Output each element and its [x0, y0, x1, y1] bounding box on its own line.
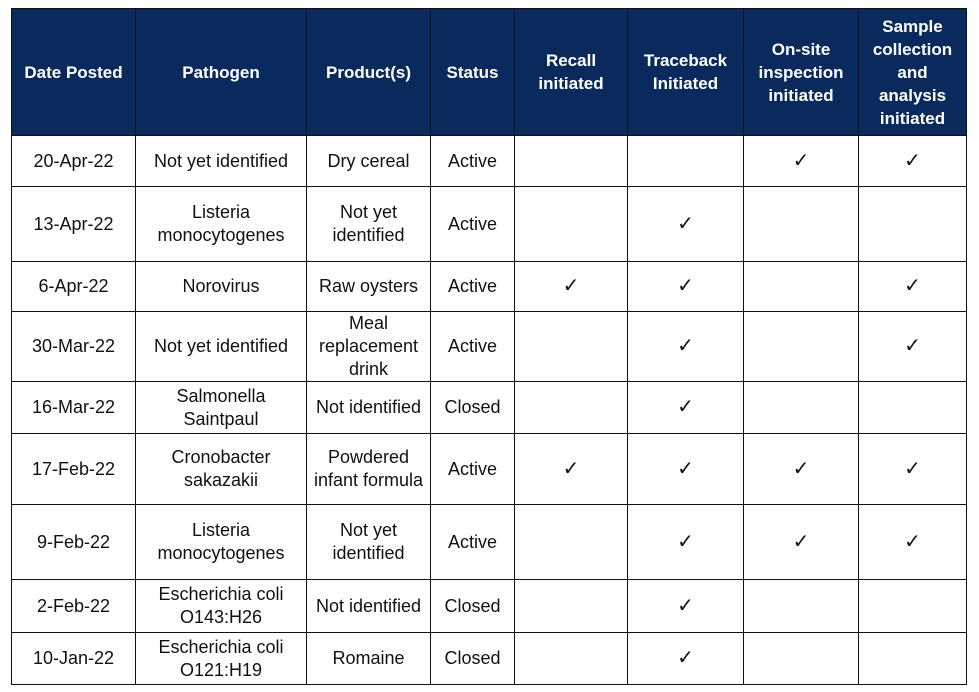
cell-recall: ✓: [515, 434, 628, 505]
cell-pathogen: Salmonella Saintpaul: [136, 382, 307, 434]
cell-traceback: [628, 136, 744, 187]
cell-date: 2-Feb-22: [12, 580, 136, 633]
table-row: [12, 136, 967, 187]
cell-pathogen: Cronobacter sakazakii: [136, 434, 307, 505]
cell-date: 17-Feb-22: [12, 434, 136, 505]
cell-sample: [859, 187, 967, 262]
cell-product: Raw oysters: [307, 262, 431, 312]
cell-product: Not identified: [307, 580, 431, 633]
cell-product: Dry cereal: [307, 136, 431, 187]
table-row: [12, 580, 967, 633]
cell-inspection: [744, 187, 859, 262]
cell-sample: ✓: [859, 262, 967, 312]
cell-date: 6-Apr-22: [12, 262, 136, 312]
cell-recall: [515, 136, 628, 187]
cell-sample: ✓: [859, 136, 967, 187]
cell-status: Closed: [431, 382, 515, 434]
cell-pathogen: Listeria monocytogenes: [136, 187, 307, 262]
cell-pathogen: Not yet identified: [136, 312, 307, 382]
header-pathogen: Pathogen: [136, 9, 307, 136]
cell-inspection: [744, 262, 859, 312]
cell-traceback: ✓: [628, 633, 744, 685]
cell-traceback: ✓: [628, 580, 744, 633]
header-recall-initiated: Recall initiated: [515, 9, 628, 136]
cell-pathogen: Escherichia coli O143:H26: [136, 580, 307, 633]
cell-status: Active: [431, 262, 515, 312]
cell-status: Active: [431, 312, 515, 382]
cell-inspection: [744, 633, 859, 685]
cell-status: Active: [431, 136, 515, 187]
header-products: Product(s): [307, 9, 431, 136]
cell-product: Romaine: [307, 633, 431, 685]
cell-status: Active: [431, 187, 515, 262]
cell-inspection: [744, 382, 859, 434]
cell-traceback: ✓: [628, 312, 744, 382]
table-row: [12, 187, 967, 262]
cell-pathogen: Not yet identified: [136, 136, 307, 187]
table-row: [12, 633, 967, 685]
cell-traceback: ✓: [628, 434, 744, 505]
cell-sample: [859, 382, 967, 434]
cell-sample: ✓: [859, 505, 967, 580]
cell-status: Active: [431, 434, 515, 505]
cell-product: Not yet identified: [307, 505, 431, 580]
cell-recall: [515, 633, 628, 685]
cell-recall: [515, 312, 628, 382]
header-date-posted: Date Posted: [12, 9, 136, 136]
cell-inspection: ✓: [744, 505, 859, 580]
cell-inspection: [744, 580, 859, 633]
cell-recall: [515, 580, 628, 633]
cell-date: 9-Feb-22: [12, 505, 136, 580]
cell-date: 20-Apr-22: [12, 136, 136, 187]
table-row: [12, 382, 967, 434]
cell-sample: [859, 633, 967, 685]
cell-inspection: ✓: [744, 136, 859, 187]
header-onsite-inspection-initiated: On-site inspection initiated: [744, 9, 859, 136]
table-row: [12, 434, 967, 505]
header-row: [12, 9, 967, 136]
cell-product: Not yet identified: [307, 187, 431, 262]
cell-recall: [515, 505, 628, 580]
cell-status: Active: [431, 505, 515, 580]
cell-pathogen: Norovirus: [136, 262, 307, 312]
cell-inspection: ✓: [744, 434, 859, 505]
cell-status: Closed: [431, 580, 515, 633]
cell-pathogen: Listeria monocytogenes: [136, 505, 307, 580]
cell-inspection: [744, 312, 859, 382]
cell-traceback: ✓: [628, 187, 744, 262]
cell-pathogen: Escherichia coli O121:H19: [136, 633, 307, 685]
cell-status: Closed: [431, 633, 515, 685]
cell-product: Meal replacement drink: [307, 312, 431, 382]
cell-recall: [515, 187, 628, 262]
table-row: [12, 505, 967, 580]
table-row: [12, 312, 967, 382]
table-body: [12, 136, 967, 685]
cell-traceback: ✓: [628, 505, 744, 580]
cell-sample: [859, 580, 967, 633]
cell-product: Not identified: [307, 382, 431, 434]
cell-recall: [515, 382, 628, 434]
cell-traceback: ✓: [628, 382, 744, 434]
header-status: Status: [431, 9, 515, 136]
cell-sample: ✓: [859, 312, 967, 382]
cell-sample: ✓: [859, 434, 967, 505]
cell-date: 16-Mar-22: [12, 382, 136, 434]
cell-traceback: ✓: [628, 262, 744, 312]
cell-product: Powdered infant formula: [307, 434, 431, 505]
outbreak-table: [11, 8, 967, 685]
cell-date: 30-Mar-22: [12, 312, 136, 382]
cell-date: 13-Apr-22: [12, 187, 136, 262]
header-traceback-initiated: Traceback Initiated: [628, 9, 744, 136]
header-sample-collection-initiated: Sample collection and analysis initiated: [859, 9, 967, 136]
cell-date: 10-Jan-22: [12, 633, 136, 685]
table-row: [12, 262, 967, 312]
cell-recall: ✓: [515, 262, 628, 312]
